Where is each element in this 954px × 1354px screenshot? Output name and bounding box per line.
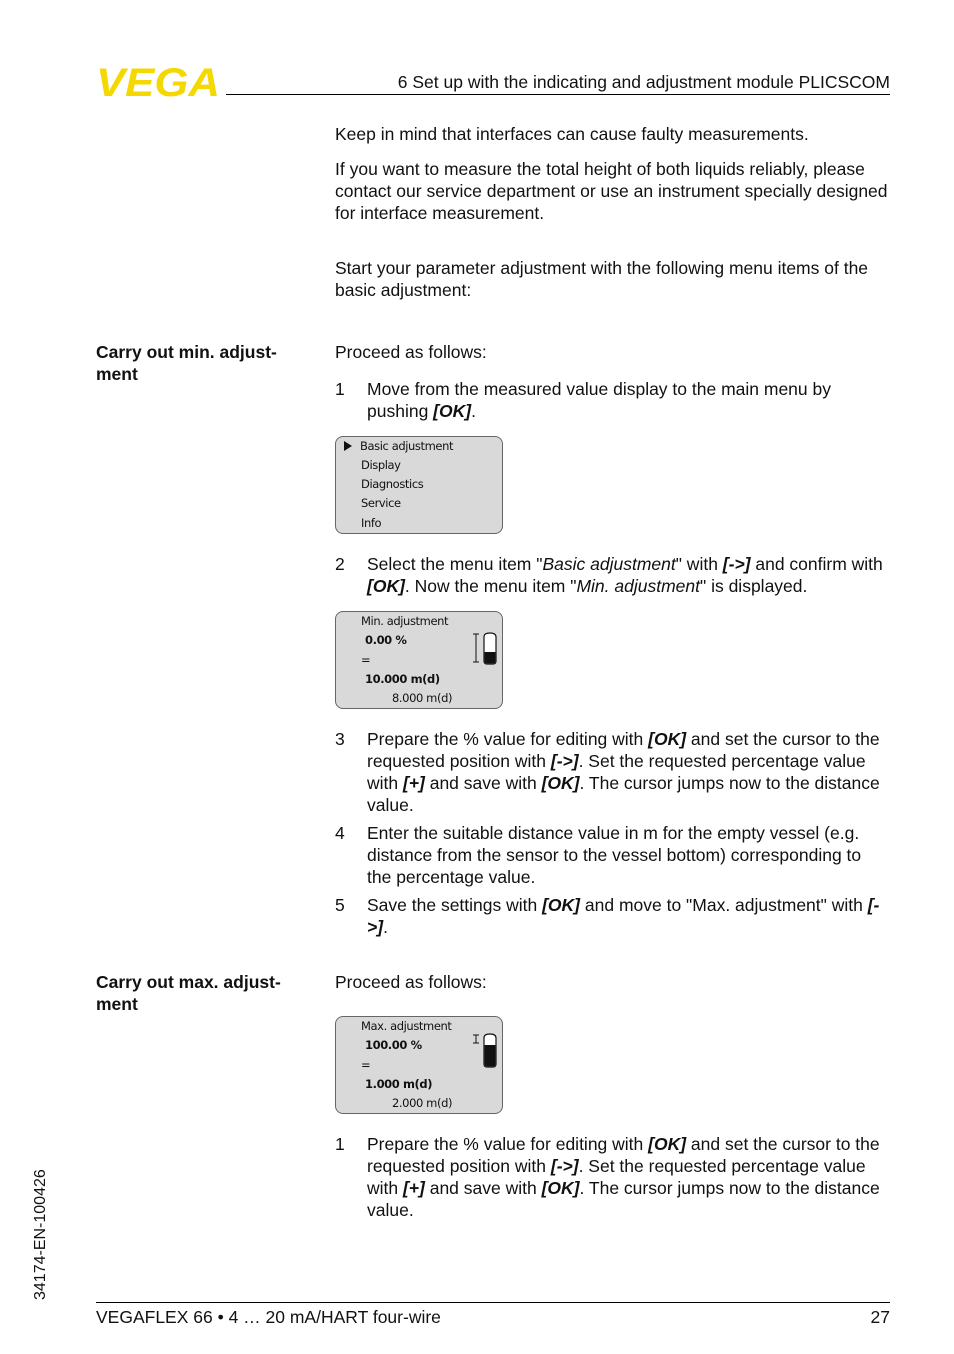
intro-paragraph-2: If you want to measure the total height of both liquids reliably, please contact our service department or use an instrument specially designed for interface measurement. (335, 159, 888, 223)
chapter-title: 6 Set up with the indicating and adjustment module PLICSCOM (397, 72, 890, 92)
display-percent: 100.00 % (365, 1038, 422, 1052)
key-ok: [OK] (433, 401, 472, 421)
footer-rule (96, 1302, 890, 1303)
menu-item-display: Display (361, 458, 401, 472)
footer-product: VEGAFLEX 66 • 4 … 20 mA/HART four-wire (96, 1307, 441, 1327)
min-step-1: 1 Move from the measured value display to the main menu by pushing [OK]. (335, 379, 831, 421)
display-distance: 10.000 m(d) (365, 672, 440, 686)
header-rule (226, 94, 890, 95)
vessel-full-icon (472, 1033, 498, 1069)
min-adjustment-heading: Carry out min. adjust- ment (96, 342, 277, 384)
display-distance: 1.000 m(d) (365, 1077, 433, 1091)
intro-paragraph-1: Keep in mind that interfaces can cause faulty measurements. (335, 124, 809, 144)
display-measured: 2.000 m(d) (392, 1096, 453, 1110)
vessel-empty-icon (472, 632, 498, 666)
display-percent: 0.00 % (365, 633, 407, 647)
svg-text:VEGA: VEGA (96, 66, 220, 98)
min-adjustment-display (335, 611, 503, 709)
main-menu-display (335, 436, 503, 534)
display-equals: = (361, 1058, 371, 1072)
min-step-5: 5 Save the settings with [OK] and move to "Max. adjustment" with [->]. (335, 895, 880, 937)
menu-item-basic-adjustment: Basic adjustment (360, 439, 454, 453)
intro-paragraph-3: Start your parameter adjustment with the following menu items of the basic adjustment: (335, 258, 869, 300)
min-step-4: 4 Enter the suitable distance value in m for the empty vessel (e.g. distance from the sensor to the vessel bottom) corresponding to the percentage value. (335, 823, 862, 887)
play-triangle-icon (344, 441, 352, 451)
display-title: Max. adjustment (361, 1019, 452, 1033)
max-proceed-text: Proceed as follows: (335, 972, 487, 992)
display-title: Min. adjustment (361, 614, 449, 628)
menu-item-service: Service (361, 496, 401, 510)
max-adjustment-heading: Carry out max. adjust- ment (96, 972, 281, 1014)
display-measured: 8.000 m(d) (392, 691, 453, 705)
max-step-1: 1 Prepare the % value for editing with [OK] and set the cursor to the requested position with [->]. Set the requested percentage value with [+] and save with [OK]. The cursor jumps now to the distance value. (335, 1134, 880, 1220)
page-number: 27 (870, 1307, 890, 1327)
vega-logo (96, 66, 220, 98)
menu-item-info: Info (361, 516, 382, 530)
max-adjustment-display (335, 1016, 503, 1114)
min-step-2: 2 Select the menu item "Basic adjustment" with [->] and confirm with [OK]. Now the menu item "Min. adjustment" is displayed. (335, 554, 883, 596)
min-proceed-text: Proceed as follows: (335, 342, 487, 362)
min-step-3: 3 Prepare the % value for editing with [OK] and set the cursor to the requested position with [->]. Set the requested percentage value with [+] and save with [OK]. The cursor jumps now to the distance value. (335, 729, 880, 815)
document-id: 34174-EN-100426 (32, 1169, 49, 1300)
display-equals: = (361, 653, 371, 667)
menu-item-diagnostics: Diagnostics (361, 477, 424, 491)
